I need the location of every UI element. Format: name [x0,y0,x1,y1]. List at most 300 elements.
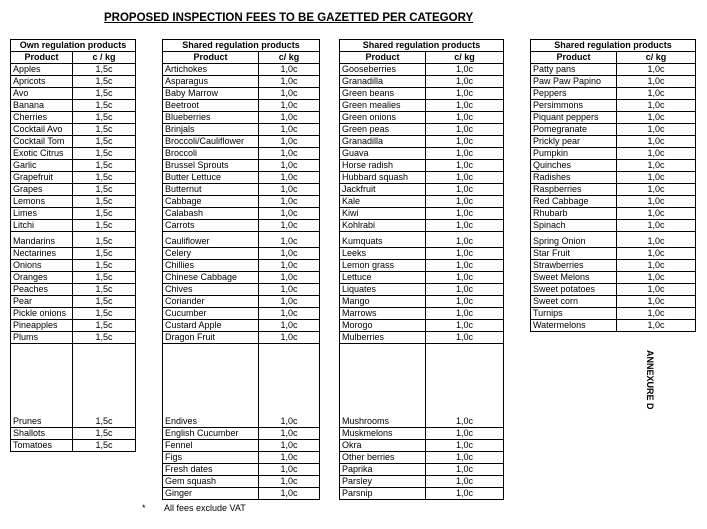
fee-cell: 1,5c [73,284,136,296]
product-cell: Cocktail Tom [11,136,73,148]
product-cell: Onions [11,260,73,272]
footnote-marker: * [142,503,146,513]
fee-cell: 1,0c [426,440,504,452]
table-row [531,136,696,148]
table-header: Shared regulation products [340,40,504,52]
fee-cell: 1,0c [617,260,696,272]
product-cell: Kiwi [340,208,426,220]
fee-cell: 1,0c [259,428,320,440]
column-header-fee: c / kg [73,52,136,64]
table-header-row [11,40,136,52]
table-row [11,196,136,208]
product-cell: Kohlrabi [340,220,426,232]
fee-cell: 1,0c [617,248,696,260]
fee-cell: 1,0c [617,320,696,332]
product-cell: Ginger [163,488,259,500]
spacer-cell [340,344,426,416]
fee-cell: 1,0c [617,124,696,136]
product-cell: Granadilla [340,136,426,148]
table-row [340,260,504,272]
table-row [11,220,136,232]
fee-cell: 1,5c [73,160,136,172]
table-row [163,160,320,172]
product-cell: Leeks [340,248,426,260]
table-row [531,124,696,136]
product-cell: Jackfruit [340,184,426,196]
fee-cell: 1,0c [259,284,320,296]
fee-cell: 1,0c [259,100,320,112]
table-row [163,308,320,320]
product-cell: Gooseberries [340,64,426,76]
product-cell: Mango [340,296,426,308]
product-cell: Limes [11,208,73,220]
fee-cell: 1,5c [73,220,136,232]
product-cell: Paprika [340,464,426,476]
fee-cell: 1,0c [259,160,320,172]
table-row [340,416,504,428]
table-row [163,100,320,112]
product-cell: Artichokes [163,64,259,76]
product-cell: English Cucumber [163,428,259,440]
fee-cell: 1,0c [617,208,696,220]
product-cell: Broccoli/Cauliflower [163,136,259,148]
fee-cell: 1,0c [259,184,320,196]
table-row [340,208,504,220]
spacer-cell [259,344,320,416]
fee-cell: 1,0c [426,112,504,124]
table-row [531,100,696,112]
table-row [163,220,320,232]
fee-cell: 1,5c [73,64,136,76]
fee-cell: 1,0c [259,440,320,452]
spacer-row [163,344,320,416]
fee-cell: 1,0c [426,64,504,76]
product-cell: Banana [11,100,73,112]
table-row [163,464,320,476]
table-row [340,464,504,476]
table-row [340,160,504,172]
fee-cell: 1,5c [73,260,136,272]
table-row [11,236,136,248]
product-cell: Garlic [11,160,73,172]
table-row [11,428,136,440]
fee-cell: 1,5c [73,248,136,260]
product-cell: Calabash [163,208,259,220]
document-title: PROPOSED INSPECTION FEES TO BE GAZETTED PER CATEGORY [104,12,474,24]
table-row [163,184,320,196]
table-row [11,284,136,296]
product-cell: Chillies [163,260,259,272]
table-row [11,320,136,332]
table-row [163,124,320,136]
table-header: Shared regulation products [163,40,320,52]
table-header-row [531,40,696,52]
product-cell: Morogo [340,320,426,332]
product-cell: Cocktail Avo [11,124,73,136]
product-cell: Okra [340,440,426,452]
fee-cell: 1,5c [73,172,136,184]
product-cell: Kale [340,196,426,208]
fee-cell: 1,0c [617,172,696,184]
product-cell: Celery [163,248,259,260]
fee-cell: 1,0c [426,76,504,88]
fee-cell: 1,5c [73,76,136,88]
product-cell: Oranges [11,272,73,284]
product-cell: Brussel Sprouts [163,160,259,172]
table-row [531,208,696,220]
fee-cell: 1,0c [617,308,696,320]
product-cell: Broccoli [163,148,259,160]
product-cell: Muskmelons [340,428,426,440]
fee-cell: 1,0c [259,308,320,320]
fee-cell: 1,5c [73,148,136,160]
table-row [11,440,136,452]
fee-cell: 1,0c [426,184,504,196]
product-cell: Peppers [531,88,617,100]
fee-cell: 1,5c [73,100,136,112]
fee-cell: 1,0c [426,196,504,208]
spacer-cell [163,344,259,416]
table-row [340,76,504,88]
spacer-row [11,344,136,416]
table-header: Own regulation products [11,40,136,52]
product-cell: Baby Marrow [163,88,259,100]
product-cell: Parsnip [340,488,426,500]
table-row [340,452,504,464]
shared-regulation-table-1 [162,39,320,500]
fee-cell: 1,5c [73,208,136,220]
table-row [340,64,504,76]
product-cell: Brinjals [163,124,259,136]
product-cell: Coriander [163,296,259,308]
product-cell: Blueberries [163,112,259,124]
table-row [163,76,320,88]
table-row [340,172,504,184]
fee-cell: 1,0c [617,236,696,248]
product-cell: Pear [11,296,73,308]
fee-cell: 1,5c [73,416,136,428]
fee-cell: 1,0c [617,136,696,148]
footnote-text: All fees exclude VAT [164,503,246,513]
product-cell: Exotic Citrus [11,148,73,160]
product-cell: Piquant peppers [531,112,617,124]
fee-cell: 1,0c [426,332,504,344]
column-header-row [163,52,320,64]
fee-cell: 1,0c [617,112,696,124]
table-row [163,112,320,124]
table-row [531,160,696,172]
fee-cell: 1,0c [426,284,504,296]
fee-cell: 1,0c [259,260,320,272]
column-header-product: Product [163,52,259,64]
product-cell: Paw Paw Papino [531,76,617,88]
table-row [163,428,320,440]
product-cell: Prickly pear [531,136,617,148]
product-cell: Green beans [340,88,426,100]
table-row [531,172,696,184]
table-row [340,184,504,196]
product-cell: Cucumber [163,308,259,320]
product-cell: Sweet corn [531,296,617,308]
spacer-cell [426,344,504,416]
fee-cell: 1,0c [426,160,504,172]
product-cell: Green peas [340,124,426,136]
product-cell: Mandarins [11,236,73,248]
fee-cell: 1,0c [426,220,504,232]
table-row [163,260,320,272]
table-row [163,452,320,464]
product-cell: Hubbard squash [340,172,426,184]
table-row [163,208,320,220]
product-cell: Gem squash [163,476,259,488]
fee-cell: 1,0c [617,100,696,112]
product-cell: Fennel [163,440,259,452]
table-row [11,124,136,136]
table-row [531,308,696,320]
product-cell: Mulberries [340,332,426,344]
fee-cell: 1,0c [617,220,696,232]
product-cell: Raspberries [531,184,617,196]
product-cell: Lemons [11,196,73,208]
product-cell: Spinach [531,220,617,232]
table-row [11,100,136,112]
fee-cell: 1,0c [426,136,504,148]
table-row [340,476,504,488]
product-cell: Radishes [531,172,617,184]
product-cell: Persimmons [531,100,617,112]
product-cell: Apricots [11,76,73,88]
table-row [163,320,320,332]
table-row [340,124,504,136]
column-header-fee: c/ kg [426,52,504,64]
fee-cell: 1,0c [259,488,320,500]
fee-cell: 1,0c [426,428,504,440]
fee-cell: 1,0c [259,196,320,208]
product-cell: Pickle onions [11,308,73,320]
product-cell: Parsley [340,476,426,488]
product-cell: Figs [163,452,259,464]
fee-cell: 1,0c [259,296,320,308]
column-header-row [340,52,504,64]
fee-cell: 1,0c [259,124,320,136]
fee-cell: 1,5c [73,428,136,440]
spacer-cell [73,344,136,416]
product-cell: Pumpkin [531,148,617,160]
table-row [531,88,696,100]
fee-cell: 1,0c [617,196,696,208]
product-cell: Litchi [11,220,73,232]
table-row [531,148,696,160]
table-row [531,196,696,208]
table-row [163,332,320,344]
table-row [163,440,320,452]
product-cell: Sweet potatoes [531,284,617,296]
product-cell: Plums [11,332,73,344]
fee-cell: 1,0c [426,236,504,248]
product-cell: Tomatoes [11,440,73,452]
fee-cell: 1,0c [426,88,504,100]
table-row [163,248,320,260]
fee-cell: 1,5c [73,320,136,332]
fee-cell: 1,5c [73,236,136,248]
product-cell: Chives [163,284,259,296]
fee-cell: 1,0c [426,172,504,184]
table-row [11,296,136,308]
product-cell: Liquates [340,284,426,296]
table-row [340,236,504,248]
table-row [163,284,320,296]
table-row [163,272,320,284]
fee-cell: 1,0c [426,272,504,284]
table-row [163,416,320,428]
table-row [11,272,136,284]
table-row [340,488,504,500]
product-cell: Prunes [11,416,73,428]
table-row [531,284,696,296]
fee-cell: 1,0c [617,296,696,308]
table-row [163,296,320,308]
fee-cell: 1,5c [73,332,136,344]
fee-cell: 1,0c [426,308,504,320]
product-cell: Fresh dates [163,464,259,476]
product-cell: Nectarines [11,248,73,260]
table-header-row [340,40,504,52]
product-cell: Lettuce [340,272,426,284]
table-row [163,136,320,148]
table-row [11,184,136,196]
product-cell: Pomegranate [531,124,617,136]
table-row [531,184,696,196]
product-cell: Green mealies [340,100,426,112]
product-cell: Asparagus [163,76,259,88]
fee-cell: 1,0c [426,416,504,428]
table-row [11,416,136,428]
table-row [340,88,504,100]
product-cell: Star Fruit [531,248,617,260]
table-row [163,196,320,208]
fee-cell: 1,0c [259,452,320,464]
table-row [340,136,504,148]
fee-cell: 1,0c [426,296,504,308]
table-header: Shared regulation products [531,40,696,52]
fee-cell: 1,5c [73,124,136,136]
column-header-product: Product [531,52,617,64]
fee-cell: 1,0c [617,160,696,172]
table-row [11,208,136,220]
table-row [163,236,320,248]
table-row [11,76,136,88]
fee-cell: 1,0c [259,112,320,124]
fee-cell: 1,0c [259,320,320,332]
table-row [163,148,320,160]
fee-cell: 1,5c [73,136,136,148]
spacer-row [340,344,504,416]
product-cell: Horse radish [340,160,426,172]
fee-cell: 1,0c [426,320,504,332]
table-row [11,136,136,148]
fee-cell: 1,0c [259,416,320,428]
table-row [340,296,504,308]
fee-cell: 1,0c [617,76,696,88]
table-row [340,320,504,332]
fee-cell: 1,5c [73,112,136,124]
fee-cell: 1,0c [426,124,504,136]
product-cell: Sweet Melons [531,272,617,284]
fee-cell: 1,0c [426,452,504,464]
table-row [340,220,504,232]
table-row [11,308,136,320]
table-row [340,112,504,124]
fee-cell: 1,0c [426,148,504,160]
fee-cell: 1,0c [259,172,320,184]
column-header-product: Product [340,52,426,64]
table-row [531,248,696,260]
fee-cell: 1,0c [617,148,696,160]
table-row [340,196,504,208]
fee-cell: 1,5c [73,296,136,308]
column-header-row [531,52,696,64]
table-row [531,320,696,332]
table-row [340,440,504,452]
fee-cell: 1,0c [617,88,696,100]
column-header-fee: c/ kg [617,52,696,64]
product-cell: Endives [163,416,259,428]
fee-cell: 1,5c [73,308,136,320]
table-row [11,160,136,172]
product-cell: Strawberries [531,260,617,272]
fee-cell: 1,0c [426,476,504,488]
fee-cell: 1,5c [73,88,136,100]
table-row [340,100,504,112]
product-cell: Guava [340,148,426,160]
fee-cell: 1,0c [426,100,504,112]
table-row [531,112,696,124]
fee-cell: 1,0c [259,248,320,260]
product-cell: Custard Apple [163,320,259,332]
table-row [163,64,320,76]
table-row [11,248,136,260]
product-cell: Red Cabbage [531,196,617,208]
table-row [340,148,504,160]
product-cell: Pineapples [11,320,73,332]
product-cell: Cabbage [163,196,259,208]
table-header-row [163,40,320,52]
table-row [11,64,136,76]
fee-cell: 1,0c [259,148,320,160]
product-cell: Chinese Cabbage [163,272,259,284]
table-row [340,272,504,284]
own-regulation-table [10,39,136,452]
fee-cell: 1,0c [259,76,320,88]
table-row [531,220,696,232]
product-cell: Beetroot [163,100,259,112]
product-cell: Granadilla [340,76,426,88]
product-cell: Lemon grass [340,260,426,272]
product-cell: Turnips [531,308,617,320]
table-row [163,488,320,500]
table-row [11,148,136,160]
product-cell: Other berries [340,452,426,464]
fee-cell: 1,5c [73,440,136,452]
column-header-product: Product [11,52,73,64]
column-header-row [11,52,136,64]
product-cell: Mushrooms [340,416,426,428]
table-row [11,260,136,272]
product-cell: Dragon Fruit [163,332,259,344]
shared-regulation-table-3 [530,39,696,332]
shared-regulation-table-2 [339,39,504,500]
fee-cell: 1,0c [259,208,320,220]
